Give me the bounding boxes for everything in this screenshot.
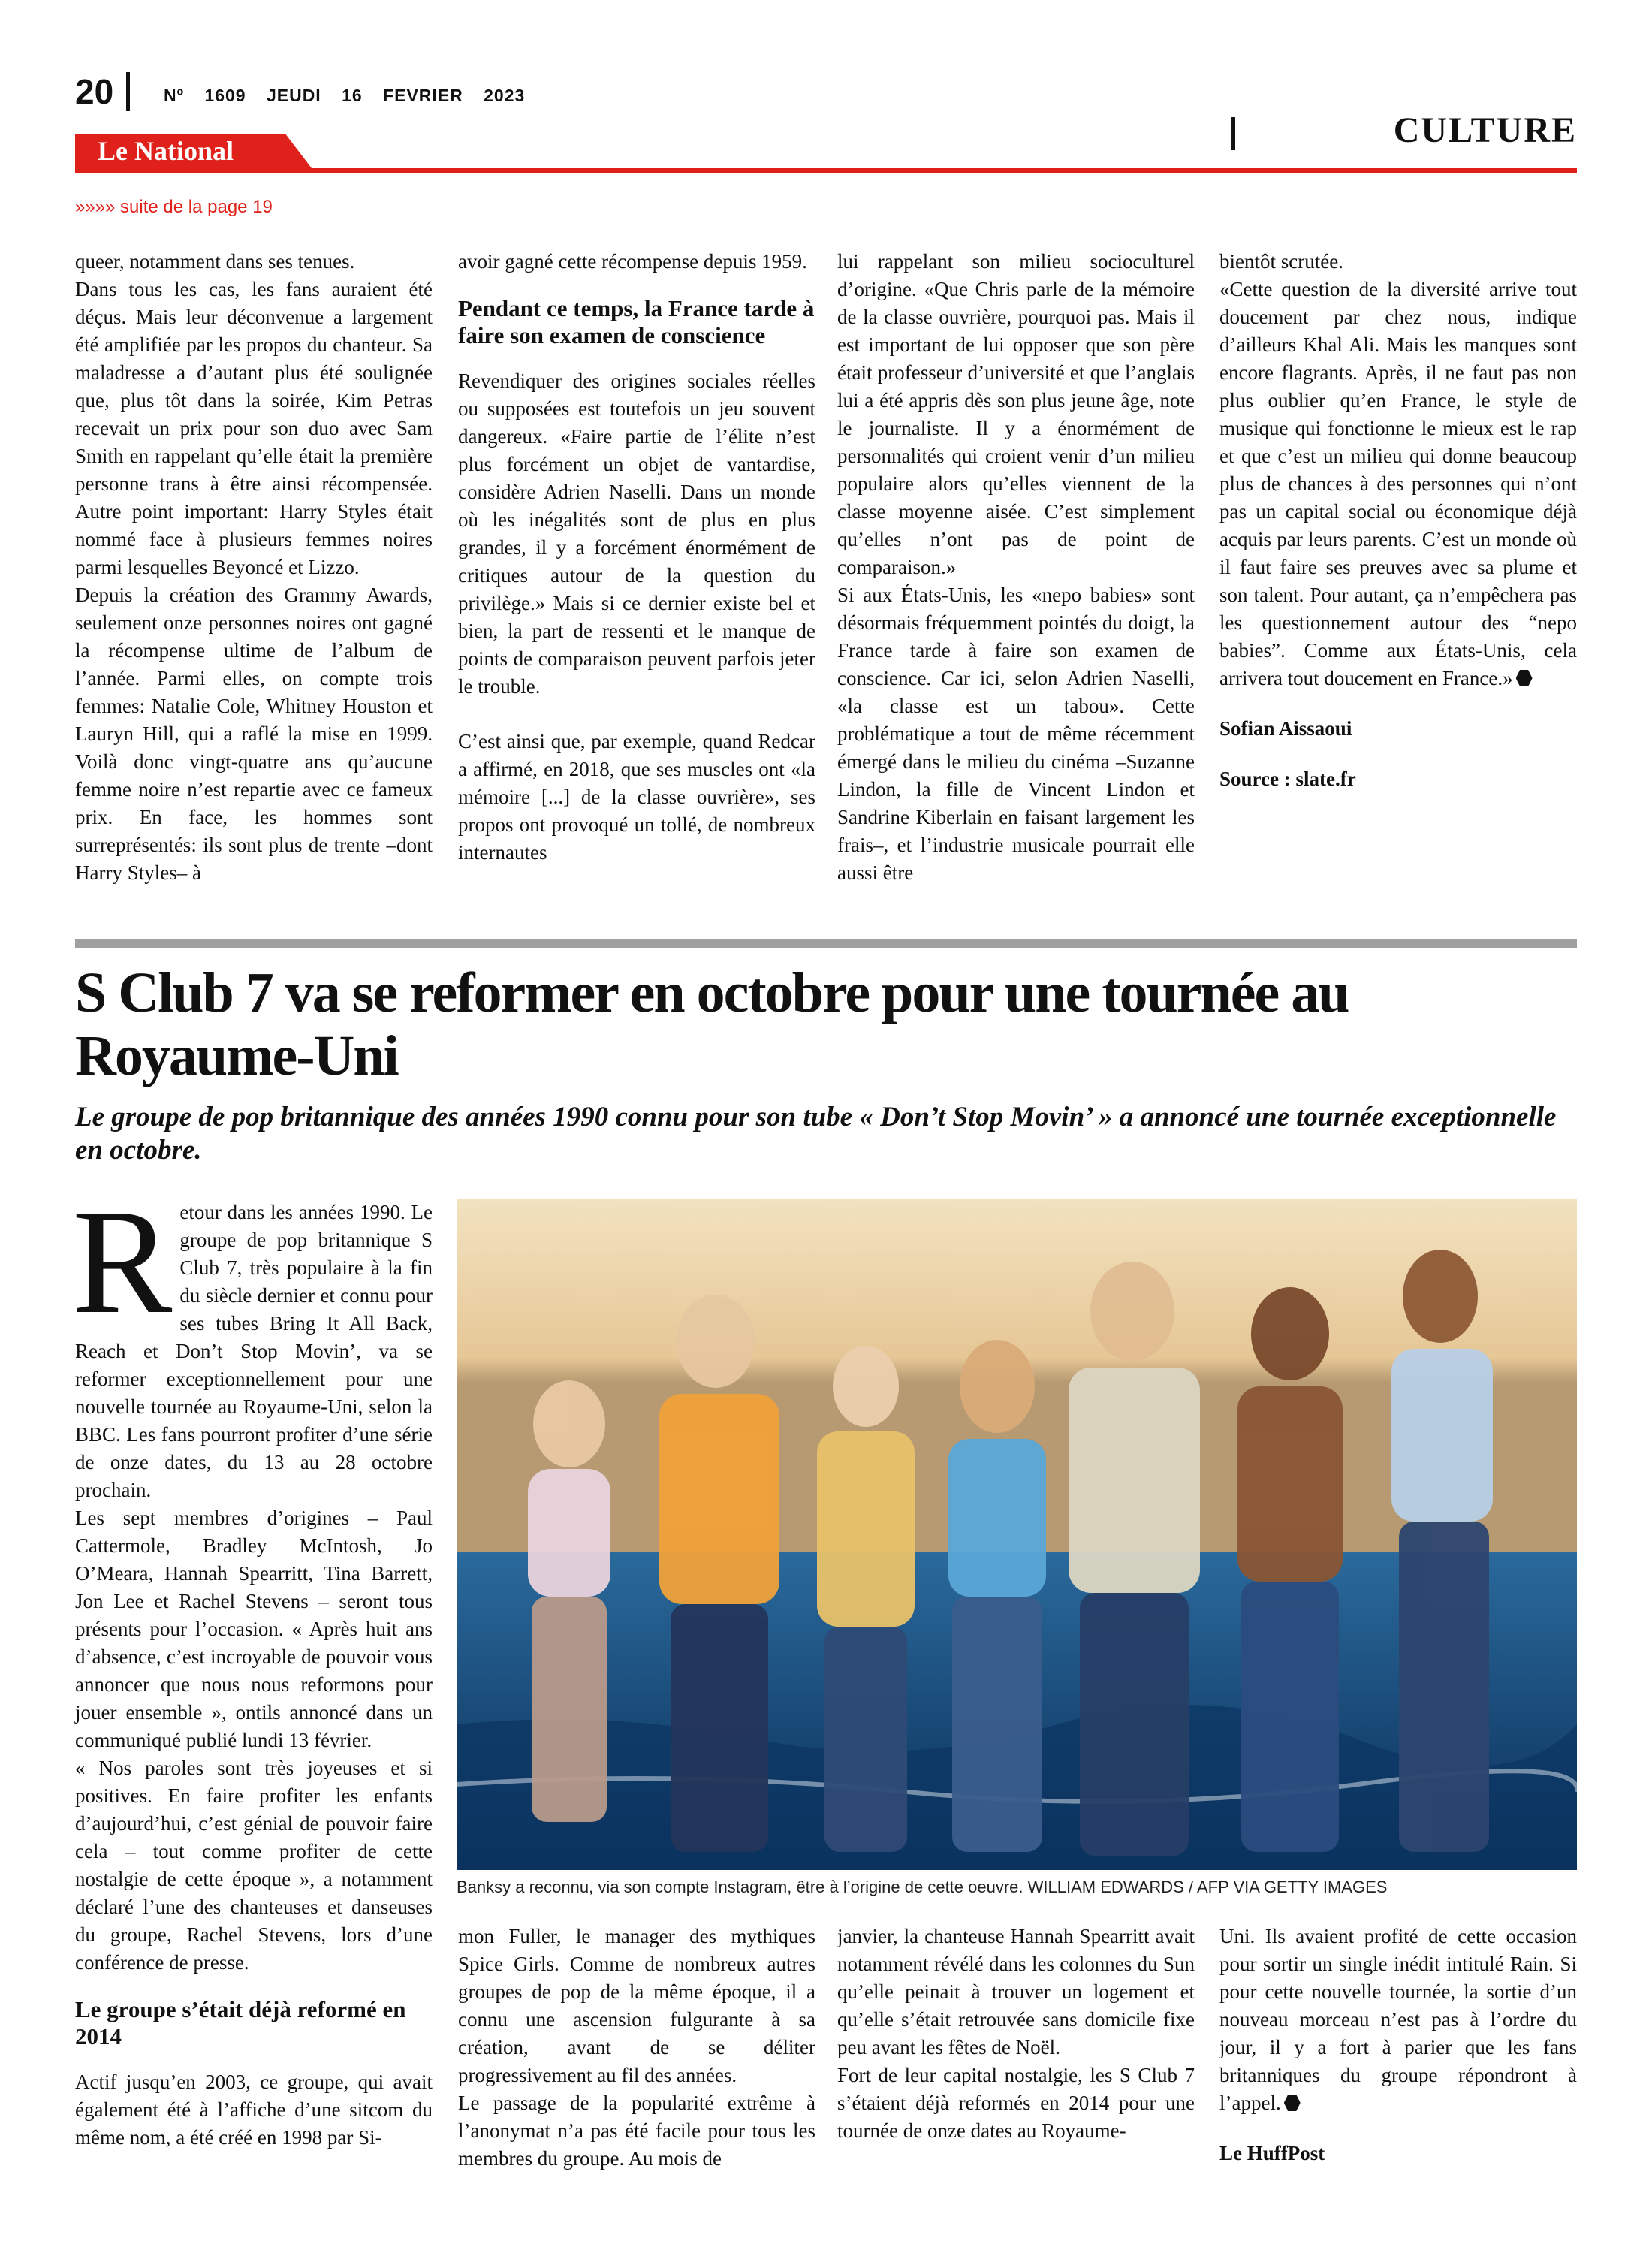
article1-column-3 <box>837 248 1195 887</box>
article1-column-4 <box>1219 248 1577 793</box>
paragraph: Dans tous les cas, les fans auraient été déçus. Mais leur déconvenue a largement été amplifiée par les propos du chanteur. Sa maladresse a d’autant plus été soulignée que, plus tôt dans la soirée, Kim Petras recevait un prix pour son duo avec Sam Smith en rappelant qu’elle était la première personne trans à être ainsi récompensée. Autre point important: Harry Styles était nommé face à plusieurs femmes noires parmi lesquelles Beyoncé et Lizzo. <box>75 278 433 578</box>
article2-column-1 <box>72 1179 433 2152</box>
band-photo-illustration <box>457 1199 1577 1870</box>
end-of-article-icon <box>1284 2095 1301 2111</box>
article2-column-2 <box>458 1923 815 2173</box>
brand-name: Le National <box>98 136 234 166</box>
continued-from: »»»» suite de la page 19 <box>75 197 273 217</box>
paragraph: janvier, la chanteuse Hannah Spearritt avait notamment révélé dans les colonnes du Sun qu’elle peinait à trouver un logement et qu’elle s’était retrouvée sans domicile fixe peu avant les fêtes de Noël. <box>837 1925 1195 2058</box>
header-rule <box>75 168 1577 173</box>
article1-column-2 <box>458 248 815 867</box>
article2-column-3 <box>837 1923 1195 2145</box>
article1-column-1 <box>75 248 433 887</box>
paragraph <box>1219 276 1577 692</box>
photo-caption: Banksy a reconnu, via son compte Instagram, être à l’origine de cette oeuvre. WILLIAM EDWARDS / AFP VIA GETTY IMAGES <box>457 1878 1388 1896</box>
paragraph: avoir gagné cette récompense depuis 1959. <box>458 250 807 273</box>
closing-text: Uni. Ils avaient profité de cette occasion pour sortir un single inédit intitulé Rain. Si pour cette nouvelle tournée, la sortie d’un nouveau morceau n’est pas à l’ordre du jour, il y a fort à parier que les fans britanniques du groupe répondront à l’appel. <box>1219 1925 1577 2114</box>
section-title: CULTURE <box>1393 110 1577 150</box>
paragraph: C’est ainsi que, par exemple, quand Redcar a affirmé, en 2018, que ses muscles ont «la mémoire [...] de la classe ouvrière», ses propos ont provoqué un tollé, de nombreux internautes <box>458 730 815 864</box>
issue-line: Nº 1609 JEUDI 16 FEVRIER 2023 <box>164 86 526 105</box>
subheading: Pendant ce temps, la France tarde à faire son examen de conscience <box>458 295 815 348</box>
lead-text: etour dans les années 1990. Le groupe de pop britannique S Club 7, très populaire à la fin du siècle dernier et connu pour ses tubes Bring It All Back, Reach et Don’t Stop Movin’, va se reformer exceptionnellement pour une nouvelle tournée au Royaume-Uni, selon la BBC. Les fans pourront profiter d’une série de onze dates, du 13 au 28 octobre prochain. <box>75 1201 433 1501</box>
paragraph: mon Fuller, le manager des mythiques Spice Girls. Comme de nombreux autres groupes de pop de la même époque, il a connu une ascension fulgurante à sa création, avant de se déliter progressivement au fil des années. <box>458 1925 815 2086</box>
paragraph <box>1219 1923 1577 2117</box>
paragraph: Le passage de la popularité extrême à l’anonymat n’a pas été facile pour tous les membres du groupe. Au mois de <box>458 2092 815 2170</box>
paragraph: « Nos paroles sont très joyeuses et si positives. En faire profiter les enfants d’aujourd’hui, c’est génial de pouvoir faire cela – tout comme profiter de cette nostalgie de cette époque », a notamment déclaré l’une des chanteuses et danseuses du groupe, Rachel Stevens, lors d’une conférence de presse. <box>75 1757 433 1974</box>
page-number: 20 <box>75 72 114 111</box>
lead-paragraph <box>72 1179 433 1504</box>
paragraph: Depuis la création des Grammy Awards, seulement onze personnes noires ont gagné la récompense ultime de l’album de l’année. Parmi elles, on compte trois femmes: Natalie Cole, Whitney Houston et Lauryn Hill, qui a raflé la mise en 1999. Voilà donc vingt-quatre ans qu’aucune femme noire n’est repartie avec ce fameux prix. En face, les hommes sont surreprésentés: ils sont plus de trente –dont Harry Styles– à <box>75 584 433 884</box>
drop-cap: R <box>72 1179 173 1345</box>
paragraph: bientôt scrutée. <box>1219 250 1343 273</box>
author-byline: Sofian Aissaoui <box>1219 717 1352 740</box>
article2-column-4 <box>1219 1923 1577 2167</box>
article-separator <box>75 939 1577 948</box>
paragraph: queer, notamment dans ses tenues. <box>75 250 355 273</box>
quote-text: «Cette question de la diversité arrive tout doucement par chez nous, indique d’ailleurs Khal Ali. Mais les manques sont encore flagrants. Après, il ne faut pas non plus oublier qu’en France, le style de musique qui fonctionne le mieux est le rap et que c’est un milieu qui donne beaucoup plus de chances à des personnes qui n’ont pas un capital social ou économique déjà acquis par leurs parents. C’est un monde où il faut faire ses preuves avec sa plume et son talent. Pour autant, ça n’empêchera pas les questionnement autour des “nepo babies”. Comme aux États-Unis, cela arrivera tout doucement en France.» <box>1219 278 1577 689</box>
source-credit: Source : slate.fr <box>1219 768 1356 790</box>
band-photo <box>457 1199 1577 1870</box>
paragraph: Actif jusqu’en 2003, ce groupe, qui avait également été à l’affiche d’une sitcom du même nom, a été créé en 1998 par Si- <box>75 2071 433 2149</box>
article2-headline: S Club 7 va se reformer en octobre pour une tournée au Royaume-Uni <box>75 961 1349 1087</box>
subheading: Le groupe s’était déjà reformé en 2014 <box>75 1996 406 2049</box>
paragraph: Les sept membres d’origines – Paul Cattermole, Bradley McIntosh, Jo O’Meara, Hannah Spearritt, Tina Barrett, Jon Lee et Rachel Stevens – seront tous présents pour l’occasion. « Après huit ans d’absence, c’est incroyable de pouvoir vous annoncer que nous nous reformons pour jouer ensemble », ontils annoncé dans un communiqué publié lundi 13 février. <box>75 1507 433 1751</box>
paragraph: Fort de leur capital nostalgie, les S Club 7 s’étaient déjà reformés en 2014 pour une tournée de onze dates au Royaume- <box>837 2064 1195 2142</box>
section-divider <box>1231 117 1235 150</box>
paragraph: lui rappelant son milieu socioculturel d’origine. «Que Chris parle de la mémoire de la classe ouvrière, pourquoi pas. Mais il est important de lui opposer que son père était professeur d’université et que l’anglais lui a été appris dès son plus jeune âge, note le journaliste. Il y a énormément de personnalités qui croient venir d’un milieu populaire alors qu’elles viennent de la classe moyenne aisée. C’est simplement qu’elles n’ont pas de point de comparaison.» <box>837 250 1195 578</box>
page-number-divider <box>126 72 130 111</box>
paragraph: Si aux États-Unis, les «nepo babies» sont désormais fréquemment pointés du doigt, la France tarde à faire son examen de conscience. Car ici, selon Adrien Naselli, «la classe est un tabou». Cette problématique a tout de même récemment émergé dans le milieu du cinéma –Suzanne Lindon, la fille de Vincent Lindon et Sandrine Kiberlain en faisant largement les frais–, et l’industrie musicale pourrait elle aussi être <box>837 584 1195 884</box>
end-of-article-icon <box>1516 670 1533 686</box>
paragraph: Revendiquer des origines sociales réelles ou supposées est toutefois un jeu souvent dangereux. «Faire partie de l’élite n’est plus forcément un objet de vantardise, considère Adrien Naselli. Dans un monde où les inégalités sont de plus en plus grandes, il y a forcément énormément de critiques autour de la question du privilège.» Mais si ce dernier existe bel et bien, la part de ressenti et le manque de points de comparaison peuvent parfois jeter le trouble. <box>458 369 815 698</box>
author-byline: Le HuffPost <box>1219 2142 1325 2164</box>
article2-deck: Le groupe de pop britannique des années 1990 connu pour son tube « Don’t Stop Movin’ » a annoncé une tournée exceptionnelle en octobre. <box>75 1102 1557 1166</box>
